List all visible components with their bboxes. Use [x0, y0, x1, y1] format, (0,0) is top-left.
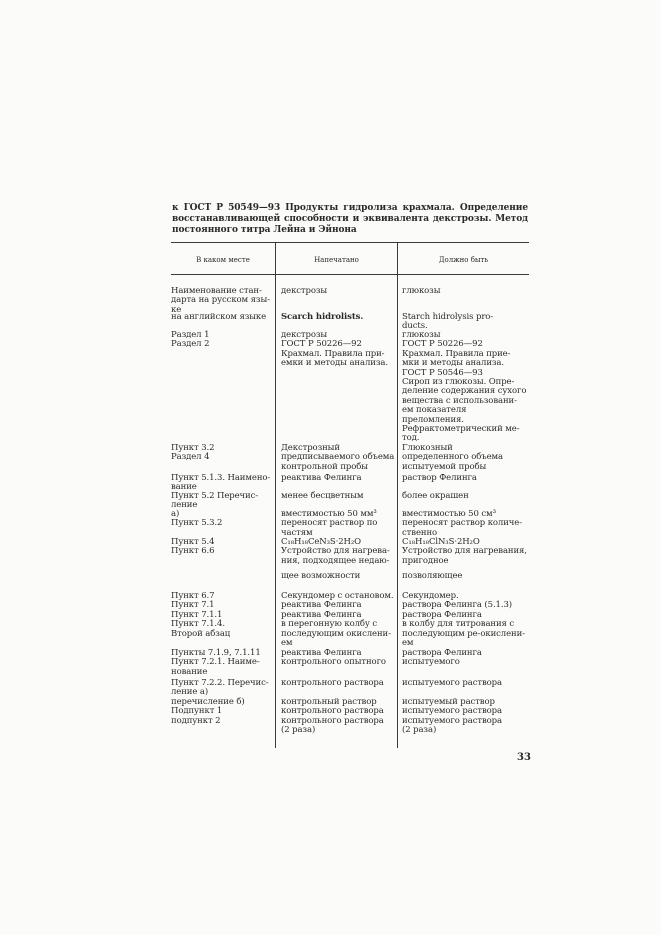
- row-correct: раствор Фелинга: [402, 473, 477, 483]
- document-title: к ГОСТ Р 50549—93 Продукты гидролиза крахмала. Определение восстанавливающей способности и эквивалента декстрозы. Метод постоянного титра Лейна и Эйнона: [172, 203, 528, 235]
- row-place: перечисление б) Подпункт 1 подпункт 2: [171, 697, 245, 726]
- table-header-rule: [171, 274, 529, 275]
- row-printed: реактива Фелинга: [281, 473, 362, 483]
- row-printed: декстрозы ГОСТ Р 50226—92 Крахмал. Правила при- емки и методы анализа.: [281, 330, 388, 369]
- row-correct: позволяющее: [402, 571, 463, 581]
- row-correct: C₁₈H₁₈ClN₃S·2H₂O Устройство для нагревания, пригодное: [402, 537, 527, 566]
- row-correct: испытуемый раствор испытуемого раствора испытуемого раствора (2 раза): [402, 697, 502, 736]
- row-place: Пункт 5.2 Перечис- ление: [171, 491, 259, 511]
- table-top-rule: [171, 242, 529, 243]
- header-printed: Напечатано: [314, 256, 359, 264]
- header-correct: Должно быть: [438, 256, 489, 264]
- row-correct: Секундомер. раствора Фелинга (5.1.3) раствора Фелинга в колбу для титрования с последующим ре-окислени- ем: [402, 591, 525, 649]
- row-correct: раствора Фелинга испытуемого: [402, 648, 482, 668]
- row-place: Раздел 1 Раздел 2: [171, 330, 210, 350]
- row-place: Пункт 5.1.3. Наимено- вание: [171, 473, 271, 493]
- page-number: 33: [517, 752, 531, 763]
- row-place: Пункт 5.4 Пункт 6.6: [171, 537, 215, 557]
- row-printed: Секундомер с остановом. реактива Фелинга реактива Фелинга в перегонную колбу с последующим окислени- ем: [281, 591, 394, 649]
- row-correct: глюкозы: [402, 286, 441, 296]
- row-place: Пункт 3.2 Раздел 4: [171, 443, 215, 463]
- row-correct: испытуемого раствора: [402, 678, 502, 688]
- row-place: Пункт 6.7 Пункт 7.1 Пункт 7.1.1 Пункт 7.1.4. Второй абзац: [171, 591, 231, 639]
- row-correct: вместимостью 50 см³ переносят раствор количе- ственно: [402, 509, 523, 538]
- row-printed: C₁₈H₁₈CeN₃S·2H₂O Устройство для нагрева- ния, подходящее недаю-: [281, 537, 390, 566]
- row-printed: щее возможности: [281, 571, 361, 581]
- column-divider-1: [275, 242, 276, 748]
- row-printed: менее бесцветным: [281, 491, 364, 501]
- row-printed: Декстрозный предписываемого объема контрольной пробы: [281, 443, 395, 472]
- row-correct: более окрашен: [402, 491, 469, 501]
- row-place: Наименование стан- дарта на русском язы- ке: [171, 286, 270, 315]
- row-correct: Starch hidrolysis pro- ducts.: [402, 312, 494, 332]
- column-divider-2: [397, 242, 398, 748]
- corrections-table: [171, 242, 529, 748]
- row-printed: контрольного раствора: [281, 678, 384, 688]
- row-place: а) Пункт 5.3.2: [171, 509, 223, 529]
- row-printed: декстрозы: [281, 286, 328, 296]
- row-correct: глюкозы ГОСТ Р 50226—92 Крахмал. Правила прие- мки и методы анализа. ГОСТ Р 50546—93 Сироп из глюкозы. Опре- деление содержания сухого вещества с использовани- ем показателя преломления. Рефрактометрический ме- тод.: [402, 330, 527, 444]
- row-correct: Глюкозный определенного объема испытуемой пробы: [402, 443, 504, 472]
- row-place: на английском языке: [171, 312, 267, 322]
- row-printed: вместимостью 50 мм³ переносят раствор по частям: [281, 509, 378, 538]
- header-place: В каком месте: [196, 256, 250, 264]
- row-printed: контрольный раствор контрольного раствора контрольного раствора (2 раза): [281, 697, 384, 736]
- row-place: Пункт 7.2.2. Перечис- ление а): [171, 678, 269, 698]
- row-place: Пункты 7.1.9, 7.1.11 Пункт 7.2.1. Наиме- нование: [171, 648, 261, 677]
- row-printed: реактива Фелинга контрольного опытного: [281, 648, 386, 668]
- row-printed: Scarch hidrolists.: [281, 312, 364, 322]
